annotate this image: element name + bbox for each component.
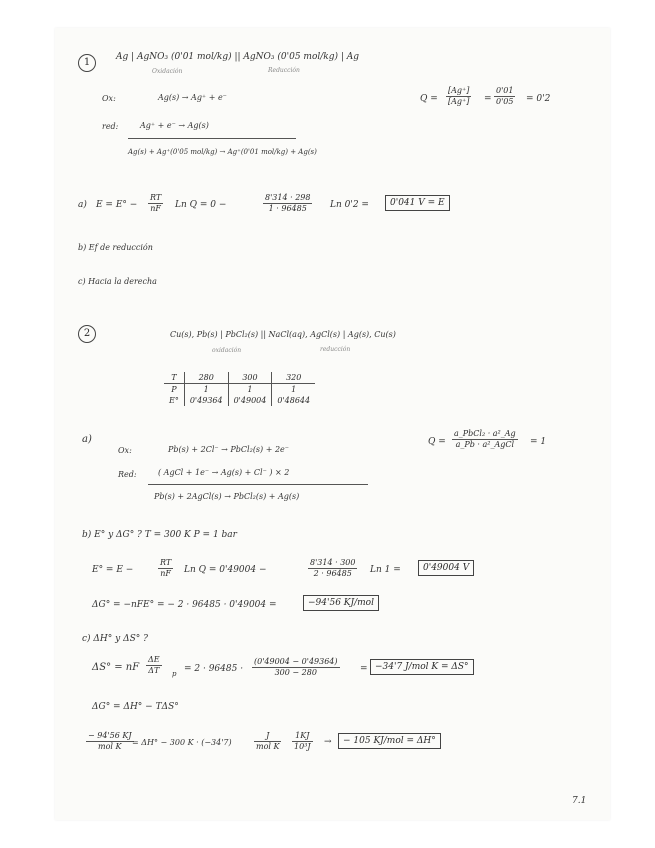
- entropy-equals: =: [360, 664, 368, 674]
- answer-box-gibbs: −94'56 KJ/mol: [303, 595, 379, 611]
- table-cell: 0'48644: [277, 396, 311, 405]
- unit-conversion-fraction: [292, 731, 313, 752]
- table-cell: 320: [272, 372, 315, 384]
- table-row-p: [164, 384, 315, 396]
- table-cell: 1: [291, 385, 297, 394]
- constants-denominator-1: 1 · 96485: [268, 204, 307, 213]
- rt-nf-fraction-2: [158, 558, 173, 579]
- part-c-answer-1: c) Hacia la derecha: [78, 277, 157, 286]
- table-cell: 0'49364: [184, 395, 228, 406]
- nf-denominator-1: nF: [150, 204, 161, 213]
- potential-difference-fraction: [252, 657, 340, 678]
- answer-box-e-standard: 0'49004 V: [418, 560, 474, 576]
- table-row-t: [164, 372, 315, 384]
- part-c-header-2: c) ΔH° y ΔS° ?: [82, 634, 148, 644]
- enthalpy-lhs-numerator: − 94'56 KJ: [88, 731, 132, 740]
- q-activity-fraction-2: [452, 429, 518, 450]
- table-cell: 0'49004: [228, 395, 272, 406]
- oxidation-label-1: Oxidación: [152, 68, 183, 75]
- q-label-1: Q =: [420, 94, 438, 104]
- constants-fraction-2: [308, 558, 357, 579]
- gibbs-relation: ΔG° = ΔH° − TΔS°: [92, 702, 179, 712]
- ox-label-2: Ox:: [118, 446, 132, 455]
- temperature-difference-denominator: 300 − 280: [274, 668, 317, 677]
- table-cell: 280: [184, 372, 228, 384]
- cell-notation-1: Ag | AgNO₃ (0'01 mol/kg) || AgNO₃ (0'05 mol/kg) | Ag: [116, 52, 360, 62]
- constant-pressure-subscript: p: [172, 670, 177, 678]
- overall-reaction-2: Pb(s) + 2AgCl(s) → PbCl₂(s) + Ag(s): [154, 492, 300, 501]
- potential-difference-numerator: (0'49004 − 0'49364): [254, 657, 338, 666]
- red-label-1: red:: [102, 122, 119, 131]
- rt-nf-fraction-1: [148, 193, 163, 214]
- rt-numerator-2: RT: [160, 558, 172, 567]
- nf-denominator-2: nF: [160, 569, 171, 578]
- joule-unit-fraction: [254, 731, 281, 752]
- q-numerator-1: [Ag⁺]: [448, 86, 470, 95]
- reduction-label-1: Reducción: [268, 67, 300, 74]
- overall-reaction-1: Ag(s) + Ag⁺(0'05 mol/kg) → Ag⁺(0'01 mol/kg) + Ag(s): [128, 148, 317, 156]
- cell-notation-2: Cu(s), Pb(s) | PbCl₂(s) || NaCl(aq), AgCl(s) | Ag(s), Cu(s): [170, 330, 396, 339]
- standard-potential-tail: Ln 1 =: [370, 565, 401, 575]
- constants-numerator-2: 8'314 · 300: [310, 558, 356, 567]
- enthalpy-lhs-denominator: mol K: [98, 742, 122, 751]
- standard-potential-middle: Ln Q = 0'49004 −: [184, 565, 267, 575]
- reaction-sum-line-1: [128, 138, 296, 139]
- red-label-2: Red:: [118, 470, 137, 479]
- enthalpy-middle: = ΔH° − 300 K · (−34'7): [132, 738, 232, 747]
- oxidation-label-2: oxidación: [212, 347, 242, 354]
- table-cell: 1: [228, 384, 272, 396]
- entropy-middle: = 2 · 96485 ·: [184, 664, 244, 674]
- reduction-label-2: reducción: [320, 346, 351, 353]
- de-dt-fraction: [146, 655, 162, 676]
- q-result-1: = 0'2: [526, 94, 551, 104]
- nernst-expression-1: E = E° −: [96, 200, 138, 210]
- ox-label-1: Ox:: [102, 94, 116, 103]
- part-b-answer-1: b) Ef de reducción: [78, 243, 153, 252]
- q-result-2: = 1: [530, 437, 547, 447]
- q-concentration-fraction-1: [446, 86, 471, 107]
- nernst-middle-1: Ln Q = 0 −: [175, 200, 227, 210]
- table-label-p: P: [164, 384, 184, 396]
- joule-unit-numerator: J: [254, 731, 281, 742]
- gibbs-expression: ΔG° = −nFE° = − 2 · 96485 · 0'49004 =: [92, 600, 277, 610]
- q-value-numerator-1: 0'01: [496, 86, 514, 95]
- standard-potential-expression: E° = E −: [92, 565, 134, 575]
- constants-numerator-1: 8'314 · 298: [265, 193, 311, 202]
- table-cell: 300: [228, 372, 272, 384]
- q-value-fraction-1: [494, 86, 515, 107]
- constants-denominator-2: 2 · 96485: [313, 569, 352, 578]
- temperature-table: [164, 372, 315, 406]
- entropy-expression: ΔS° = nF: [92, 662, 140, 673]
- part-b-header-2: b) E° y ΔG° ? T = 300 K P = 1 bar: [82, 530, 237, 540]
- q-equals-1: =: [484, 94, 492, 104]
- answer-box-entropy: −34'7 J/mol K = ΔS°: [370, 659, 474, 675]
- table-label-e: E°: [164, 395, 184, 406]
- reaction-sum-line-2: [148, 484, 368, 485]
- part-a-label-2: a): [82, 434, 92, 445]
- unit-conversion-denominator: 10³J: [294, 742, 311, 751]
- de-numerator: ΔE: [148, 655, 160, 664]
- enthalpy-arrow: →: [324, 737, 332, 747]
- red-reaction-2: ( AgCl + 1e⁻ → Ag(s) + Cl⁻ ) × 2: [158, 468, 290, 477]
- table-cell: 1: [184, 384, 228, 396]
- enthalpy-lhs-fraction: [86, 731, 134, 752]
- answer-box-enthalpy: − 105 KJ/mol = ΔH°: [338, 733, 441, 749]
- q-denominator-2: a_Pb · a²_AgCl: [455, 440, 515, 449]
- joule-unit-denominator: mol K: [256, 742, 280, 751]
- rt-numerator-1: RT: [150, 193, 162, 202]
- ox-reaction-1: Ag(s) → Ag⁺ + e⁻: [158, 93, 227, 102]
- q-denominator-1: [Ag⁺]: [448, 97, 470, 106]
- constants-fraction-1: [263, 193, 312, 214]
- q-numerator-2: a_PbCl₂ · a²_Ag: [454, 429, 516, 438]
- part-a-label-1: a): [78, 200, 87, 210]
- problem-number-2: 2: [78, 325, 96, 343]
- dt-denominator: ΔT: [148, 666, 160, 675]
- nernst-tail-1: Ln 0'2 =: [330, 200, 369, 210]
- answer-box-e-1: 0'041 V = E: [385, 195, 450, 211]
- problem-number-1: 1: [78, 54, 96, 72]
- q-value-denominator-1: 0'05: [496, 97, 514, 106]
- table-label-t: T: [164, 372, 184, 384]
- table-row-e: [164, 395, 315, 406]
- q-label-2: Q =: [428, 437, 446, 447]
- page-number: 7.1: [572, 796, 587, 806]
- unit-conversion-numerator: 1KJ: [292, 731, 313, 742]
- red-reaction-1: Ag⁺ + e⁻ → Ag(s): [140, 121, 209, 130]
- ox-reaction-2: Pb(s) + 2Cl⁻ → PbCl₂(s) + 2e⁻: [168, 445, 289, 454]
